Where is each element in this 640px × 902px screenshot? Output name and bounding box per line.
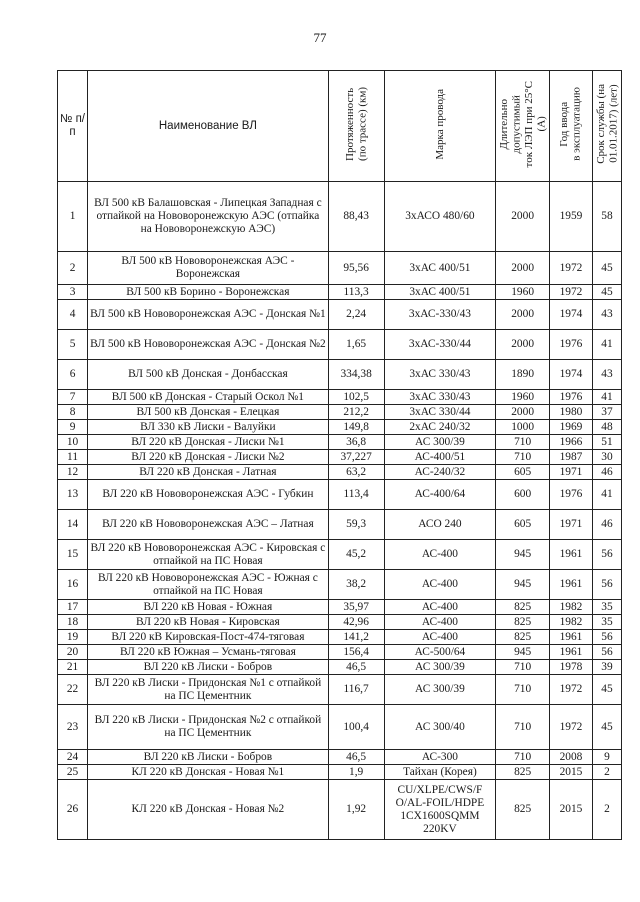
cell-year: 2015	[549, 780, 592, 840]
table-row	[58, 600, 622, 615]
table-row	[58, 405, 622, 420]
cell-num: 18	[58, 615, 88, 630]
cell-service: 56	[592, 630, 621, 645]
cell-current: 825	[496, 630, 550, 645]
cell-current: 1960	[496, 285, 550, 300]
cell-service: 43	[592, 300, 621, 330]
cell-num: 11	[58, 450, 88, 465]
cell-year: 1980	[549, 405, 592, 420]
cell-name: ВЛ 220 кВ Донская - Латная	[88, 465, 329, 480]
cell-year: 1972	[549, 705, 592, 750]
header-length-cell	[328, 71, 384, 182]
cell-service: 35	[592, 615, 621, 630]
cell-num: 12	[58, 465, 88, 480]
table-row	[58, 330, 622, 360]
cell-current: 825	[496, 600, 550, 615]
cell-service: 45	[592, 705, 621, 750]
cell-length: 1,9	[328, 765, 384, 780]
cell-name: ВЛ 500 кВ Нововоронежская АЭС - Воронежская	[88, 252, 329, 285]
cell-current: 1960	[496, 390, 550, 405]
cell-service: 41	[592, 330, 621, 360]
cell-service: 2	[592, 780, 621, 840]
cell-num: 5	[58, 330, 88, 360]
cell-year: 1961	[549, 570, 592, 600]
header-row	[58, 71, 622, 182]
cell-current: 600	[496, 480, 550, 510]
cell-name: ВЛ 500 кВ Донская - Донбасская	[88, 360, 329, 390]
cell-num: 1	[58, 182, 88, 252]
cell-year: 1971	[549, 465, 592, 480]
cell-service: 56	[592, 570, 621, 600]
table-row	[58, 750, 622, 765]
cell-service: 41	[592, 480, 621, 510]
cell-name: ВЛ 220 кВ Новая - Южная	[88, 600, 329, 615]
cell-service: 56	[592, 645, 621, 660]
cell-current: 710	[496, 450, 550, 465]
cell-length: 2,24	[328, 300, 384, 330]
header-year: Год ввода в эксплуатацию	[558, 87, 583, 161]
table-row	[58, 182, 622, 252]
cell-name: ВЛ 500 кВ Донская - Елецкая	[88, 405, 329, 420]
cell-year: 1972	[549, 252, 592, 285]
cell-current: 945	[496, 645, 550, 660]
table-row	[58, 510, 622, 540]
cell-current: 710	[496, 675, 550, 705]
cell-name: ВЛ 500 кВ Нововоронежская АЭС - Донская №2	[88, 330, 329, 360]
cell-name: ВЛ 500 кВ Донская - Старый Оскол №1	[88, 390, 329, 405]
cell-year: 1982	[549, 600, 592, 615]
cell-num: 14	[58, 510, 88, 540]
power-lines-table	[57, 70, 622, 840]
cell-num: 15	[58, 540, 88, 570]
cell-wire: CU/XLPE/CWS/F O/AL-FOIL/HDPE 1CX1600SQMM 220KV	[384, 780, 496, 840]
cell-wire: АС-400/51	[384, 450, 496, 465]
cell-length: 95,56	[328, 252, 384, 285]
cell-service: 45	[592, 675, 621, 705]
cell-current: 2000	[496, 330, 550, 360]
cell-num: 13	[58, 480, 88, 510]
table-row	[58, 660, 622, 675]
table-row	[58, 540, 622, 570]
cell-service: 46	[592, 465, 621, 480]
cell-current: 825	[496, 615, 550, 630]
cell-current: 2000	[496, 300, 550, 330]
cell-service: 43	[592, 360, 621, 390]
page-number: 77	[313, 30, 327, 45]
cell-year: 1961	[549, 630, 592, 645]
cell-service: 9	[592, 750, 621, 765]
cell-current: 825	[496, 780, 550, 840]
cell-num: 24	[58, 750, 88, 765]
cell-num: 25	[58, 765, 88, 780]
cell-length: 113,3	[328, 285, 384, 300]
cell-num: 10	[58, 435, 88, 450]
cell-length: 212,2	[328, 405, 384, 420]
cell-wire: 3хАС-330/43	[384, 300, 496, 330]
cell-year: 1978	[549, 660, 592, 675]
cell-wire: АС 300/39	[384, 660, 496, 675]
cell-length: 100,4	[328, 705, 384, 750]
cell-service: 46	[592, 510, 621, 540]
cell-year: 1987	[549, 450, 592, 465]
cell-wire: 3хАС 330/44	[384, 405, 496, 420]
table-row	[58, 285, 622, 300]
cell-num: 26	[58, 780, 88, 840]
cell-name: ВЛ 220 кВ Лиски - Бобров	[88, 660, 329, 675]
cell-service: 35	[592, 600, 621, 615]
cell-length: 46,5	[328, 750, 384, 765]
cell-length: 1,65	[328, 330, 384, 360]
cell-name: ВЛ 330 кВ Лиски - Валуйки	[88, 420, 329, 435]
cell-service: 39	[592, 660, 621, 675]
cell-num: 17	[58, 600, 88, 615]
cell-wire: Тайхан (Корея)	[384, 765, 496, 780]
cell-current: 945	[496, 540, 550, 570]
cell-year: 1966	[549, 435, 592, 450]
cell-service: 2	[592, 765, 621, 780]
cell-service: 41	[592, 390, 621, 405]
cell-current: 605	[496, 510, 550, 540]
table-row	[58, 390, 622, 405]
cell-wire: АСО 240	[384, 510, 496, 540]
cell-wire: 3хАС 400/51	[384, 285, 496, 300]
cell-name: ВЛ 220 кВ Кировская-Пост-474-тяговая	[88, 630, 329, 645]
cell-current: 605	[496, 465, 550, 480]
cell-length: 45,2	[328, 540, 384, 570]
cell-service: 30	[592, 450, 621, 465]
cell-wire: 3хАСО 480/60	[384, 182, 496, 252]
cell-name: ВЛ 220 кВ Донская - Лиски №2	[88, 450, 329, 465]
cell-service: 48	[592, 420, 621, 435]
cell-wire: АС-400	[384, 600, 496, 615]
table-row	[58, 765, 622, 780]
cell-num: 16	[58, 570, 88, 600]
cell-num: 22	[58, 675, 88, 705]
cell-year: 1972	[549, 285, 592, 300]
table-row	[58, 360, 622, 390]
header-service-cell	[592, 71, 621, 182]
cell-num: 9	[58, 420, 88, 435]
table-row	[58, 675, 622, 705]
header-current-cell	[496, 71, 550, 182]
cell-wire: 2хАС 240/32	[384, 420, 496, 435]
table-row	[58, 645, 622, 660]
cell-num: 6	[58, 360, 88, 390]
cell-wire: 3хАС-330/44	[384, 330, 496, 360]
cell-wire: АС-300	[384, 750, 496, 765]
cell-year: 2008	[549, 750, 592, 765]
cell-length: 59,3	[328, 510, 384, 540]
cell-service: 37	[592, 405, 621, 420]
cell-current: 945	[496, 570, 550, 600]
table-row	[58, 450, 622, 465]
cell-year: 2015	[549, 765, 592, 780]
cell-wire: АС-400	[384, 615, 496, 630]
cell-name: ВЛ 220 кВ Лиски - Бобров	[88, 750, 329, 765]
cell-num: 2	[58, 252, 88, 285]
cell-current: 710	[496, 660, 550, 675]
cell-service: 51	[592, 435, 621, 450]
cell-service: 45	[592, 285, 621, 300]
cell-num: 7	[58, 390, 88, 405]
cell-length: 141,2	[328, 630, 384, 645]
cell-wire: АС 300/39	[384, 435, 496, 450]
cell-name: ВЛ 500 кВ Борино - Воронежская	[88, 285, 329, 300]
table-row	[58, 435, 622, 450]
cell-current: 1000	[496, 420, 550, 435]
cell-length: 116,7	[328, 675, 384, 705]
cell-wire: АС-400/64	[384, 480, 496, 510]
table-row	[58, 570, 622, 600]
table-row	[58, 420, 622, 435]
cell-current: 825	[496, 765, 550, 780]
cell-name: ВЛ 220 кВ Новая - Кировская	[88, 615, 329, 630]
cell-year: 1961	[549, 540, 592, 570]
cell-wire: 3хАС 400/51	[384, 252, 496, 285]
cell-current: 1890	[496, 360, 550, 390]
cell-year: 1976	[549, 330, 592, 360]
header-wire-cell	[384, 71, 496, 182]
table-row	[58, 780, 622, 840]
cell-wire: АС 300/39	[384, 675, 496, 705]
cell-current: 710	[496, 750, 550, 765]
cell-num: 4	[58, 300, 88, 330]
header-service: Срок службы (на 01.01.2017) (лет)	[594, 84, 620, 164]
cell-num: 8	[58, 405, 88, 420]
cell-length: 42,96	[328, 615, 384, 630]
header-length: Протяженность (по трассе) (км)	[343, 87, 369, 161]
cell-year: 1976	[549, 480, 592, 510]
cell-num: 20	[58, 645, 88, 660]
cell-length: 36,8	[328, 435, 384, 450]
cell-wire: АС-500/64	[384, 645, 496, 660]
cell-wire: АС 300/40	[384, 705, 496, 750]
cell-current: 710	[496, 705, 550, 750]
cell-name: ВЛ 220 кВ Лиски - Придонская №2 с отпайкой на ПС Цементник	[88, 705, 329, 750]
cell-length: 63,2	[328, 465, 384, 480]
cell-wire: АС-400	[384, 570, 496, 600]
cell-name: КЛ 220 кВ Донская - Новая №2	[88, 780, 329, 840]
cell-name: КЛ 220 кВ Донская - Новая №1	[88, 765, 329, 780]
table-row	[58, 480, 622, 510]
header-current: Длительно допустимый ток ЛЭП при 25°С (А)	[498, 80, 548, 168]
table-row	[58, 252, 622, 285]
cell-num: 3	[58, 285, 88, 300]
cell-wire: 3хАС 330/43	[384, 360, 496, 390]
cell-name: ВЛ 220 кВ Донская - Лиски №1	[88, 435, 329, 450]
cell-name: ВЛ 220 кВ Нововоронежская АЭС - Губкин	[88, 480, 329, 510]
cell-year: 1959	[549, 182, 592, 252]
cell-wire: АС-240/32	[384, 465, 496, 480]
cell-length: 46,5	[328, 660, 384, 675]
header-name: Наименование ВЛ	[88, 71, 329, 182]
cell-num: 19	[58, 630, 88, 645]
cell-service: 45	[592, 252, 621, 285]
cell-length: 35,97	[328, 600, 384, 615]
cell-length: 1,92	[328, 780, 384, 840]
cell-length: 37,227	[328, 450, 384, 465]
table-row	[58, 705, 622, 750]
cell-service: 58	[592, 182, 621, 252]
cell-name: ВЛ 220 кВ Лиски - Придонская №1 с отпайкой на ПС Цементник	[88, 675, 329, 705]
cell-wire: АС-400	[384, 540, 496, 570]
cell-wire: АС-400	[384, 630, 496, 645]
header-wire: Марка провода	[433, 88, 446, 160]
cell-length: 113,4	[328, 480, 384, 510]
cell-current: 2000	[496, 405, 550, 420]
cell-name: ВЛ 220 кВ Нововоронежская АЭС - Южная с отпайкой на ПС Новая	[88, 570, 329, 600]
cell-length: 149,8	[328, 420, 384, 435]
cell-current: 2000	[496, 252, 550, 285]
cell-length: 334,38	[328, 360, 384, 390]
cell-length: 156,4	[328, 645, 384, 660]
cell-year: 1969	[549, 420, 592, 435]
cell-name: ВЛ 220 кВ Нововоронежская АЭС – Латная	[88, 510, 329, 540]
cell-num: 23	[58, 705, 88, 750]
cell-length: 88,43	[328, 182, 384, 252]
table-row	[58, 300, 622, 330]
cell-wire: 3хАС 330/43	[384, 390, 496, 405]
cell-year: 1971	[549, 510, 592, 540]
cell-year: 1972	[549, 675, 592, 705]
cell-name: ВЛ 500 кВ Балашовская - Липецкая Западная с отпайкой на Нововоронежскую АЭС (отпайка на Нововоронежскую АЭС)	[88, 182, 329, 252]
table-row	[58, 615, 622, 630]
cell-year: 1982	[549, 615, 592, 630]
cell-length: 102,5	[328, 390, 384, 405]
header-year-cell	[549, 71, 592, 182]
cell-name: ВЛ 500 кВ Нововоронежская АЭС - Донская №1	[88, 300, 329, 330]
table-row	[58, 465, 622, 480]
cell-service: 56	[592, 540, 621, 570]
cell-name: ВЛ 220 кВ Южная – Усмань-тяговая	[88, 645, 329, 660]
cell-current: 2000	[496, 182, 550, 252]
cell-length: 38,2	[328, 570, 384, 600]
cell-num: 21	[58, 660, 88, 675]
cell-year: 1974	[549, 360, 592, 390]
cell-current: 710	[496, 435, 550, 450]
header-num: № п/п	[58, 71, 88, 182]
cell-name: ВЛ 220 кВ Нововоронежская АЭС - Кировская с отпайкой на ПС Новая	[88, 540, 329, 570]
cell-year: 1961	[549, 645, 592, 660]
table-row	[58, 630, 622, 645]
cell-year: 1976	[549, 390, 592, 405]
cell-year: 1974	[549, 300, 592, 330]
